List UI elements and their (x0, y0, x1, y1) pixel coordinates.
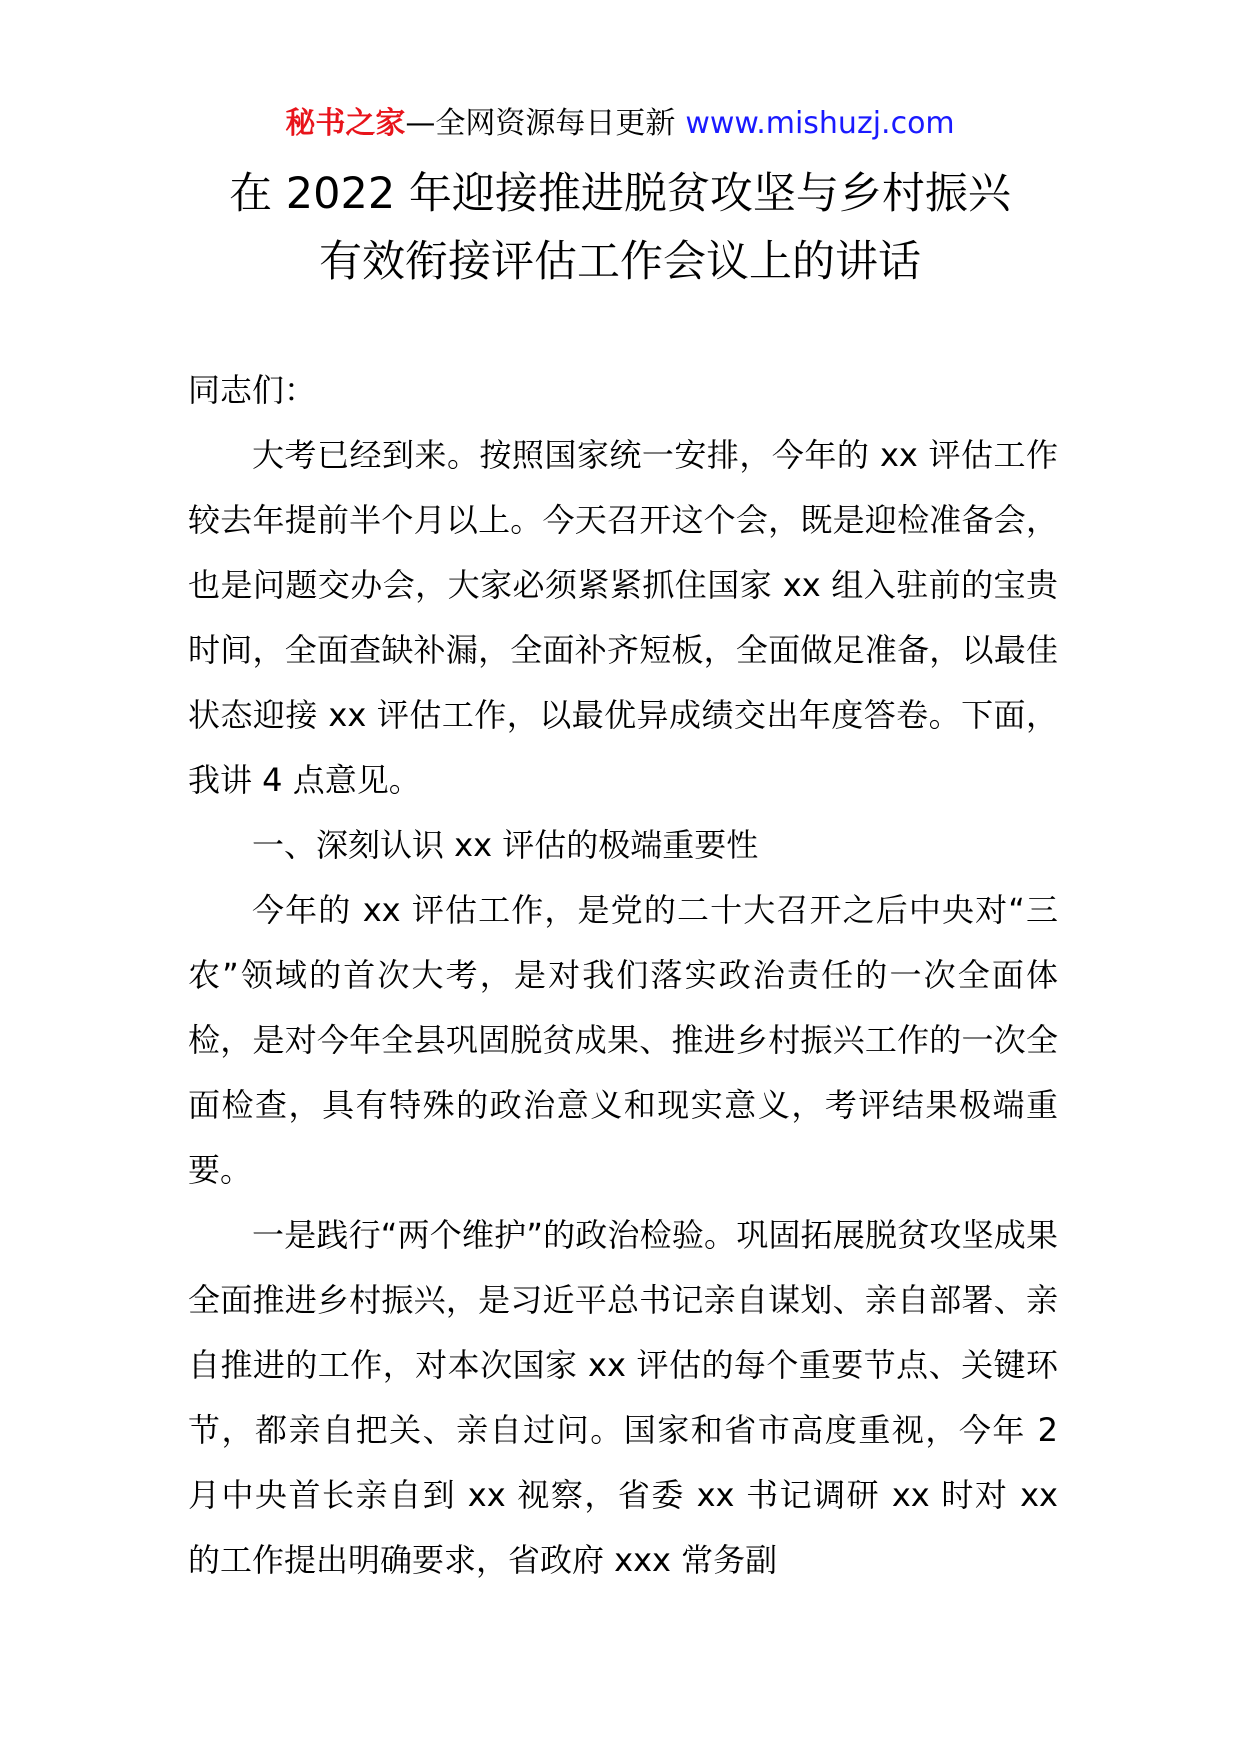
document-title-line-1: 在 2022 年迎接推进脱贫攻坚与乡村振兴 (229, 169, 1011, 219)
watermark-header (0, 100, 1240, 148)
paragraph-point-1: 一是践行“两个维护”的政治检验。巩固拓展脱贫攻坚成果全面推进乡村振兴，是习近平总书记亲自谋划、亲自部署、亲自推进的工作，对本次国家 xx 评估的每个重要节点、关键环节，都亲自把关、亲自过问。国家和省市高度重视，今年 2 月中央首长亲自到 xx 视察，省委 xx 书记调研 xx 时对 xx 的工作提出明确要求，省政府 xxx 常务副 (188, 1216, 1058, 1579)
paragraph-intro: 大考已经到来。按照国家统一安排，今年的 xx 评估工作较去年提前半个月以上。今天召开这个会，既是迎检准备会，也是问题交办会，大家必须紧紧抓住国家 xx 组入驻前的宝贵时间，全面查缺补漏，全面补齐短板，全面做足准备，以最佳状态迎接 xx 评估工作，以最优异成绩交出年度答卷。下面，我讲 4 点意见。 (188, 436, 1058, 799)
site-url[interactable]: www.mishuzj.com (685, 106, 955, 141)
document-body (188, 358, 1058, 1593)
document-title-line-2: 有效衔接评估工作会议上的讲话 (319, 237, 921, 287)
header-tagline: —全网资源每日更新 (405, 106, 676, 141)
brand-name: 秘书之家 (285, 106, 406, 141)
paragraph-significance: 今年的 xx 评估工作，是党的二十大召开之后中央对“三农”领域的首次大考，是对我们落实政治责任的一次全面体检，是对今年全县巩固脱贫成果、推进乡村振兴工作的一次全面检查，具有特殊的政治意义和现实意义，考评结果极端重要。 (188, 891, 1058, 1189)
section-heading-1: 一、深刻认识 xx 评估的极端重要性 (252, 826, 759, 864)
salutation: 同志们： (188, 371, 317, 409)
